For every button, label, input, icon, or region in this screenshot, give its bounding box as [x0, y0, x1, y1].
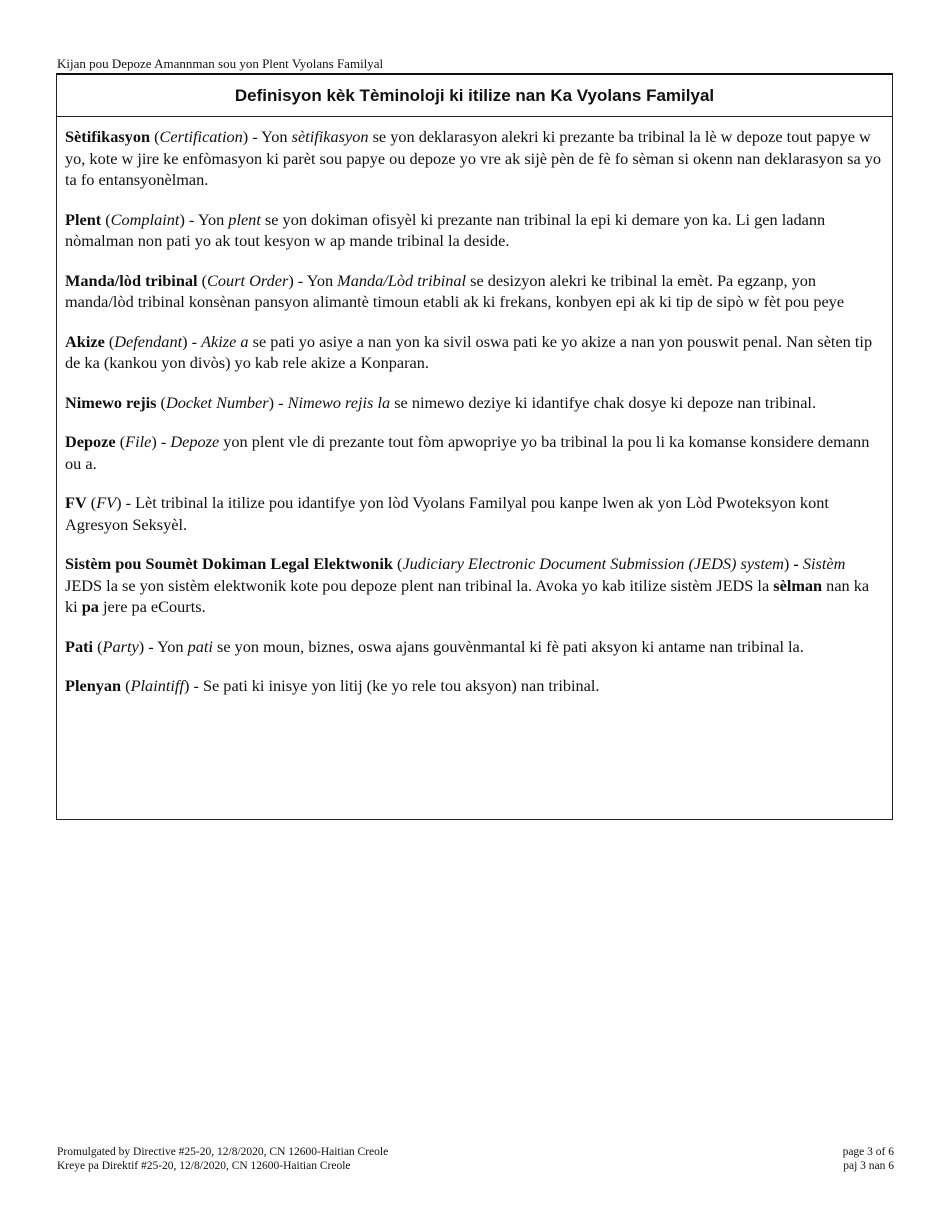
definition-text: se yon dokiman ofisyèl ki prezante nan tribinal la epi ki demare yon ka. Li gen ladann nòmalman non pati yo ak tout kesyon w ap mande tribinal la deside. — [65, 209, 826, 250]
definition-text: nan ka ki — [65, 575, 870, 616]
term: Nimewo rejis — [65, 392, 157, 412]
footer-promulgated: Promulgated by Directive #25-20, 12/8/2020, CN 12600-Haitian Creole — [57, 1146, 389, 1158]
definition-text: - Yon — [144, 636, 188, 656]
definition-text: se nimewo deziye ki idantifye chak dosye ki depoze nan tribinal. — [390, 392, 817, 412]
definition-text: JEDS la se yon sistèm elektwonik kote pou depoze plent nan tribinal la. Avoka yo kab itilize sistèm JEDS la — [65, 575, 774, 595]
definition-text: - Yon — [248, 127, 292, 146]
box-title: Definisyon kèk Tèminoloji ki itilize nan Ka Vyolans Familyal — [57, 75, 892, 117]
english-term: Judiciary Electronic Document Submission (JEDS) system — [402, 554, 784, 573]
page-number-creole: paj 3 nan 6 — [843, 1160, 894, 1172]
definition-italic: Depoze — [170, 432, 220, 451]
definition-italic: Sistèm — [802, 554, 846, 573]
definition-text: - Yon — [293, 270, 338, 290]
definition-italic: plent — [228, 209, 261, 229]
definitions-box — [56, 73, 893, 820]
english-term: Plaintiff — [130, 676, 184, 695]
term: Depoze — [65, 432, 116, 451]
definitions-list — [57, 117, 892, 697]
english-term: Complaint — [110, 209, 180, 229]
definition-docket-number: Nimewo rejis (Docket Number) - Nimewo rejis la se nimewo deziye ki idantifye chak dosye ki depoze nan tribinal. — [65, 392, 817, 412]
term: FV — [65, 493, 87, 512]
term: Sètifikasyon — [65, 127, 151, 146]
definition-jeds: Sistèm pou Soumèt Dokiman Legal Elektwonik (Judiciary Electronic Document Submission (JEDS) system) - Sistèm JEDS la se yon sistèm elektwonik kote pou depoze plent nan tribinal la. Avoka yo kab itilize sistèm JEDS la sèlman nan ka ki pa jere pa eCourts. — [65, 554, 870, 616]
definition-italic: sètifikasyon — [291, 127, 369, 146]
definition-text: jere pa eCourts. — [98, 597, 206, 616]
definition-bold: sèlman — [773, 575, 823, 595]
definition-defendant: Akize (Defendant) - Akize a se pati yo asiye a nan yon ka sivil oswa pati ke yo akize a nan yon pouswit penal. Nan sèten tip de ka (kankou yon divòs) yo kab rele akize a Konparan. — [65, 331, 873, 372]
definition-text: - Lèt tribinal la itilize pou idantifye yon lòd Vyolans Familyal pou kanpe lwen ak yon Lòd Pwoteksyon kont Agresyon Seksyèl. — [65, 493, 829, 534]
definition-court-order: Manda/lòd tribinal (Court Order) - Yon Manda/Lòd tribinal se desizyon alekri ke tribinal la emèt. Pa egzanp, yon manda/lòd tribinal konsènan pansyon alimantè timoun etabli ak ki frekans, konbyen epi ak ki tip de sipò w fèt pou peye — [65, 270, 845, 311]
definition-text: yon plent vle di prezante tout fòm apwopriye yo ba tribinal la pou li ka komanse konsidere demann ou a. — [65, 432, 870, 473]
footer-kreye: Kreye pa Direktif #25-20, 12/8/2020, CN 12600-Haitian Creole — [57, 1160, 351, 1172]
page-footer — [57, 1145, 894, 1173]
definition-file: Depoze (File) - Depoze yon plent vle di prezante tout fòm apwopriye yo ba tribinal la pou li ka komanse konsidere demann ou a. — [65, 432, 870, 473]
definition-party: Pati (Party) - Yon pati se yon moun, biznes, oswa ajans gouvènmantal ki fè pati aksyon ki antame nan tribinal la. — [65, 636, 804, 656]
definition-text: - Yon — [184, 209, 229, 229]
definition-text: se pati yo asiye a nan yon ka sivil oswa pati ke yo akize a nan yon pouswit penal. Nan sèten tip de ka (kankou yon divòs) yo kab rele akize a Konparan. — [65, 331, 873, 372]
english-term: FV — [96, 493, 117, 512]
definition-italic: pati — [187, 636, 213, 656]
term: Pati — [65, 636, 94, 656]
term: Sistèm pou Soumèt Dokiman Legal Elektwonik — [65, 554, 393, 573]
definition-complaint: Plent (Complaint) - Yon plent se yon dokiman ofisyèl ki prezante nan tribinal la epi ki demare yon ka. Li gen ladann nòmalman non pati yo ak tout kesyon w ap mande tribinal la deside. — [65, 209, 826, 250]
definition-text: - — [274, 392, 288, 412]
definition-text: se yon deklarasyon alekri ki prezante ba tribinal la lè w depoze tout papye w yo, kote w jire ke enfòmasyon ki parèt sou papye ou depoze yo vre ak sijè pèn de fè fo sèman si okenn nan deklarasyon sa yo ta fo entansyonèlman. — [65, 127, 882, 189]
definition-italic: Nimewo rejis la — [287, 392, 391, 412]
definition-plaintiff: Plenyan (Plaintiff) - Se pati ki inisye yon litij (ke yo rele tou aksyon) nan tribinal. — [65, 676, 600, 695]
english-term: Defendant — [114, 331, 183, 351]
english-term: Docket Number — [165, 392, 269, 412]
english-term: Party — [102, 636, 139, 656]
definition-text: se desizyon alekri ke tribinal la emèt. Pa egzanp, yon manda/lòd tribinal konsènan pansyon alimantè timoun etabli ak ki frekans, konbyen epi ak ki tip de sipò w fèt pou peye — [65, 270, 845, 311]
definition-fv: FV (FV) - Lèt tribinal la itilize pou idantifye yon lòd Vyolans Familyal pou kanpe lwen ak yon Lòd Pwoteksyon kont Agresyon Seksyèl. — [65, 493, 829, 534]
english-term: Certification — [159, 127, 243, 146]
definition-dash: - — [789, 554, 803, 573]
running-title: Kijan pou Depoze Amannman sou yon Plent Vyolans Familyal — [57, 56, 384, 71]
definition-bold: pa — [81, 597, 99, 616]
english-term: File — [125, 432, 152, 451]
english-term: Court Order — [207, 270, 289, 290]
definition-text: - Se pati ki inisye yon litij (ke yo rele tou aksyon) nan tribinal. — [189, 676, 600, 695]
term: Manda/lòd tribinal — [65, 270, 198, 290]
term: Akize — [65, 331, 105, 351]
definition-text: - — [187, 331, 202, 351]
definition-text: se yon moun, biznes, oswa ajans gouvènmantal ki fè pati aksyon ki antame nan tribinal la. — [212, 636, 804, 656]
page-number: page 3 of 6 — [842, 1146, 894, 1158]
definition-italic: Manda/Lòd tribinal — [337, 270, 467, 290]
term: Plenyan — [65, 676, 122, 695]
term: Plent — [65, 209, 102, 229]
definition-certification: Sètifikasyon (Certification) - Yon sètifikasyon se yon deklarasyon alekri ki prezante ba tribinal la lè w depoze tout papye w yo, kote w jire ke enfòmasyon ki parèt sou papye ou depoze yo vre ak sijè pèn de fè fo sèman si okenn nan deklarasyon sa yo ta fo entansyonèlman. — [65, 127, 882, 189]
definition-italic: Akize a — [201, 331, 249, 351]
definition-text: - — [156, 432, 171, 451]
